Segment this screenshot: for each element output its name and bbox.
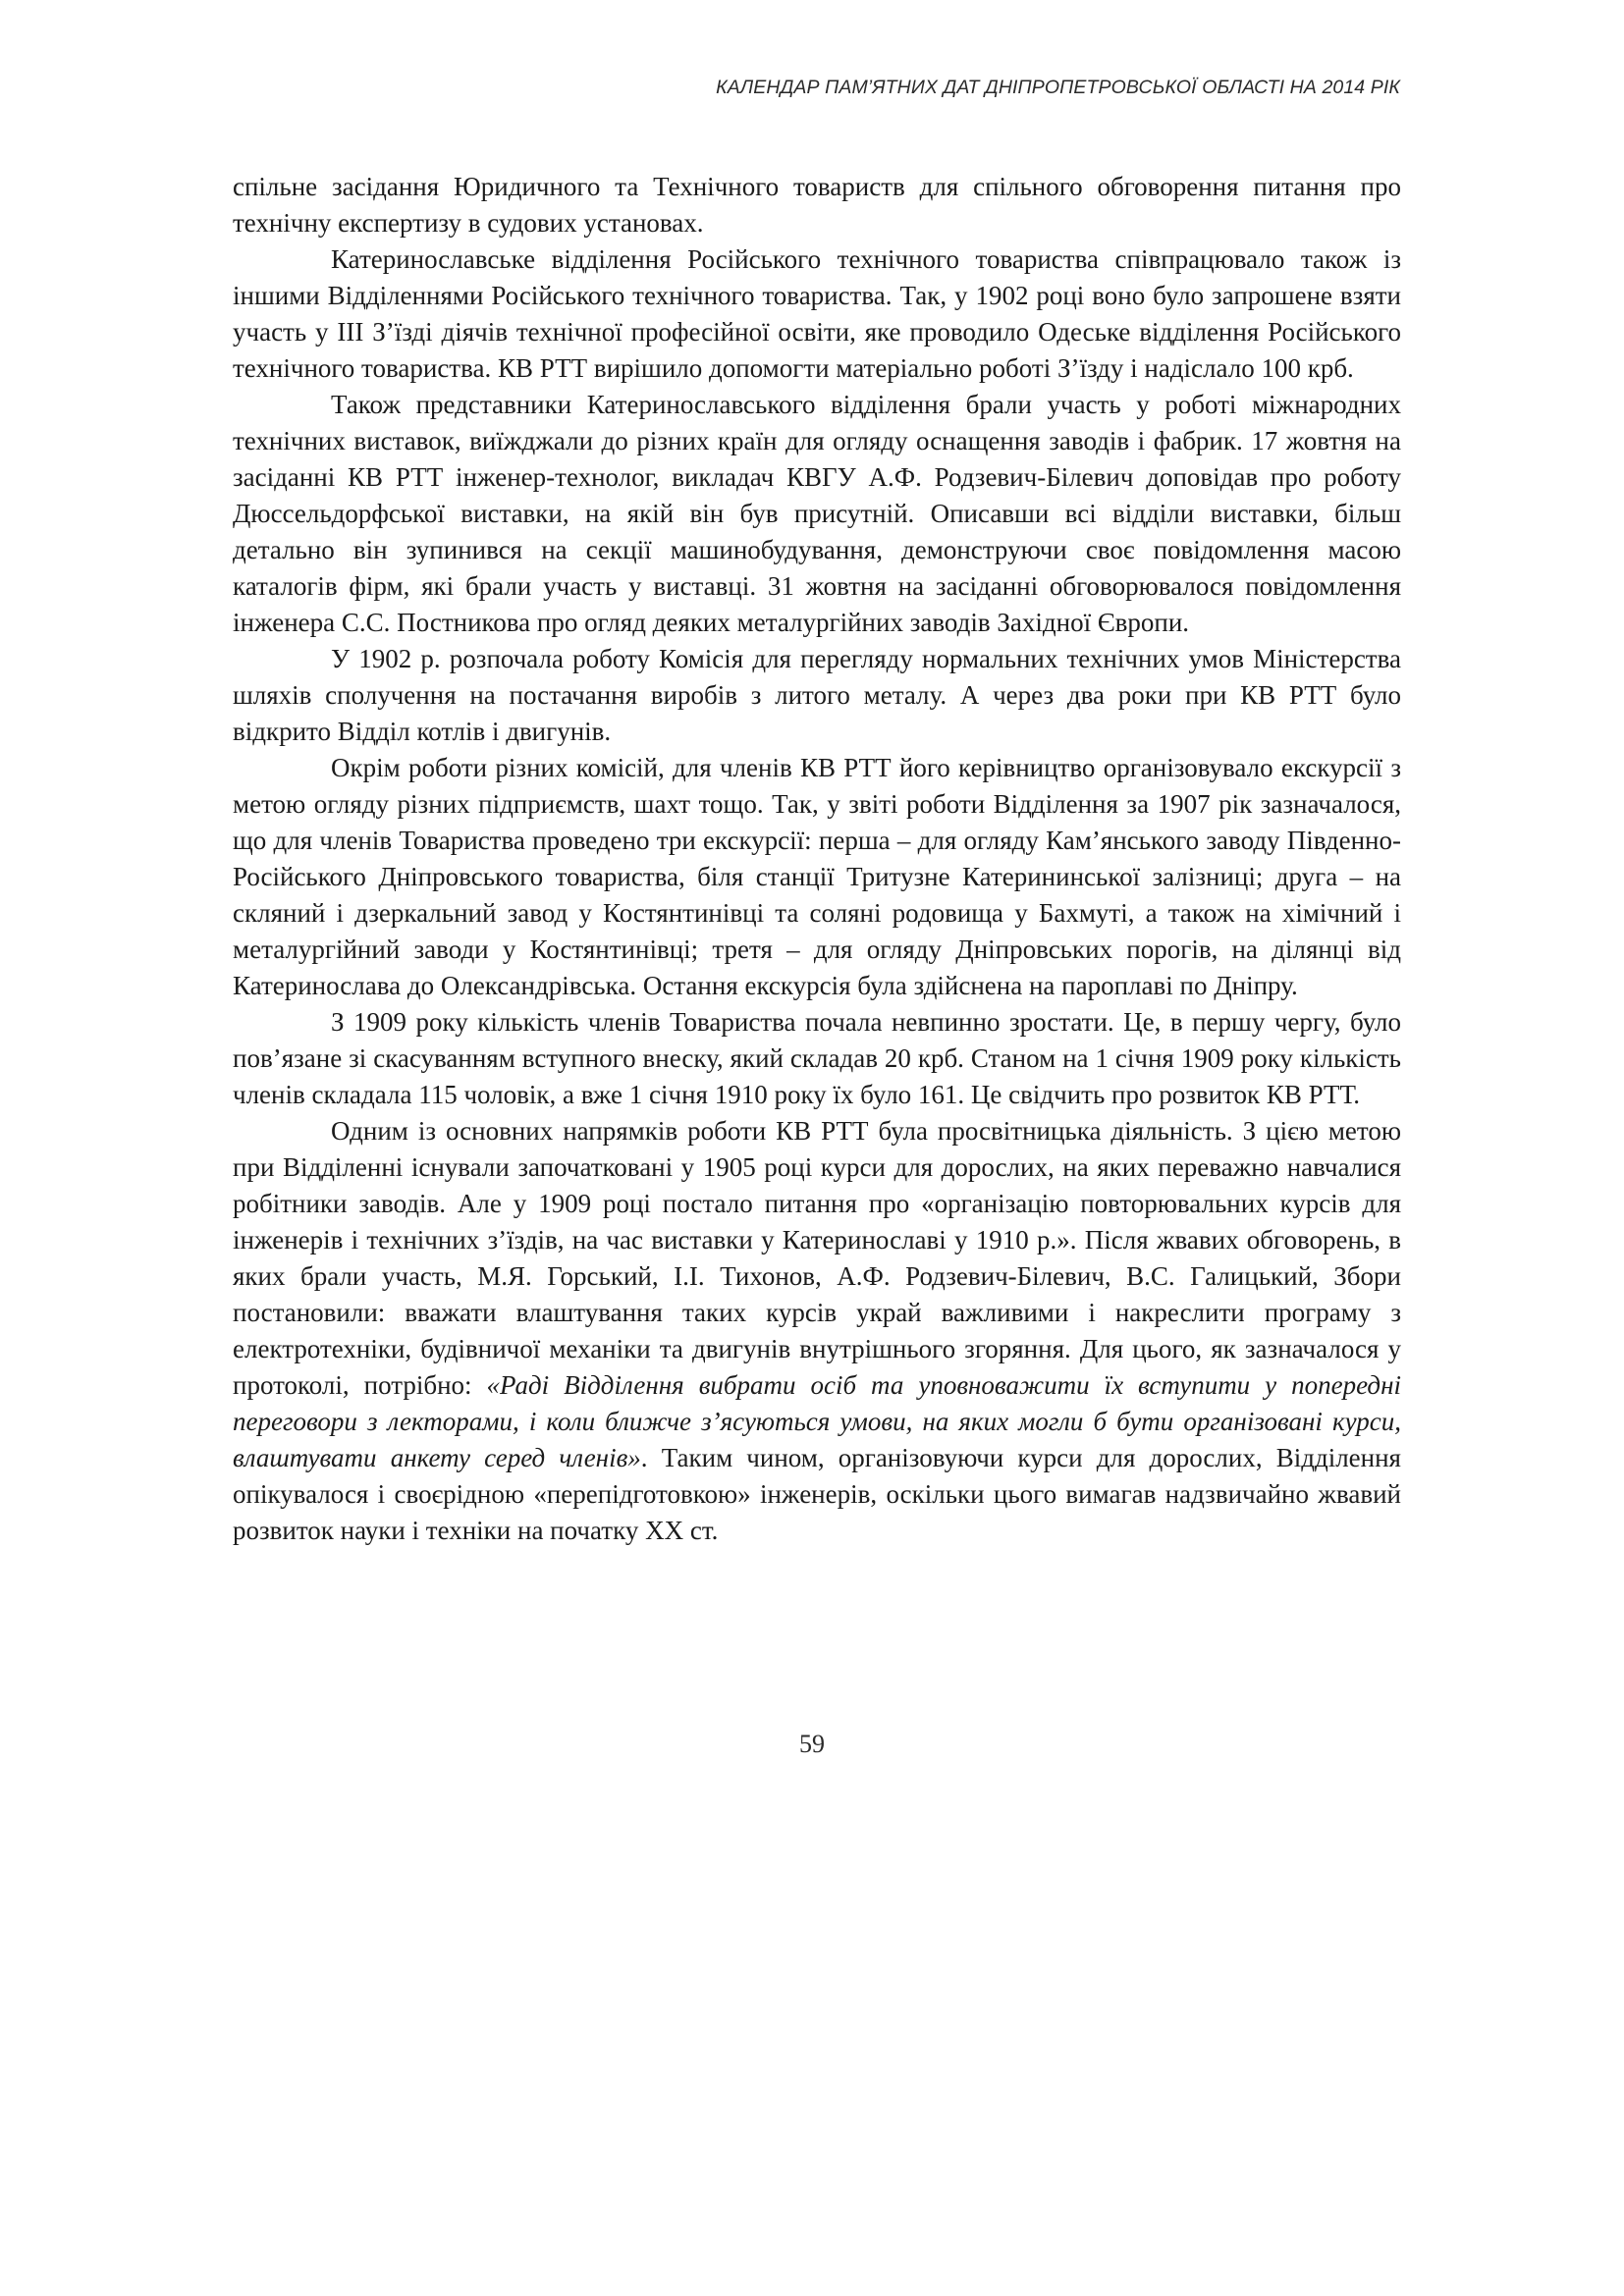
paragraph-cooperation: Катеринославське відділення Російського технічного товариства співпрацювало також із іншими Відділеннями Російського технічного товариства. Так, у 1902 році воно було запрошене взяти участь у ІІІ З’їзді діячів технічної професійної освіти, яке проводило Одеське відділення Російського технічного товариства. КВ РТТ вирішило допомогти матеріально роботі З’їзду і надіслало 100 крб. [233,244,1401,383]
running-header: КАЛЕНДАР ПАМ’ЯТНИХ ДАТ ДНІПРОПЕТРОВСЬКОЇ ОБЛАСТІ НА 2014 РІК [716,77,1400,98]
paragraph-commission: У 1902 р. розпочала роботу Комісія для перегляду нормальних технічних умов Міністерства шляхів сполучення на постачання виробів з литого металу. А через два роки при КВ РТТ було відкрито Відділ котлів і двигунів. [233,644,1401,746]
paragraph-excursions: Окрім роботи різних комісій, для членів КВ РТТ його керівництво організовувало екскурсії з метою огляду різних підприємств, шахт тощо. Так, у звіті роботи Відділення за 1907 рік зазначалося, що для членів Товариства проведено три екскурсії: перша – для огляду Кам’янського заводу Південно-Російського Дніпровського товариства, біля станції Тритузне Катерининської залізниці; друга – на скляний і дзеркальний завод у Костянтинівці та соляні родовища у Бахмуті, а також на хімічний і металургійний заводи у Костянтинівці; третя – для огляду Дніпровських порогів, на ділянці від Катеринослава до Олександрівська. Остання екскурсія була здійснена на пароплаві по Дніпру. [233,753,1401,1000]
paragraph-exhibitions: Також представники Катеринославського відділення брали участь у роботі міжнародних технічних виставок, виїжджали до різних країн для огляду оснащення заводів і фабрик. 17 жовтня на засіданні КВ РТТ інженер-технолог, викладач КВГУ А.Ф. Родзевич-Білевич доповідав про роботу Дюссельдорфської виставки, на якій він був присутній. Описавши всі відділи виставки, більш детально він зупинився на секції машинобудування, демонструючи своє повідомлення масою каталогів фірм, які брали участь у виставці. 31 жовтня на засіданні обговорювалося повідомлення інженера С.С. Постникова про огляд деяких металургійних заводів Західної Європи. [233,390,1401,637]
education-text-start: Одним із основних напрямків роботи КВ РТТ була просвітницька діяльність. З цією метою при Відділенні існували започатковані у 1905 році курси для дорослих, на яких переважно навчалися робітники заводів. Але у 1909 році постало питання про «організацію повторювальних курсів для інженерів і технічних з’їздів, на час виставки у Катеринославі у 1910 р.». Після жвавих обговорень, в яких брали участь, М.Я. Горський, І.І. Тихонов, А.Ф. Родзевич-Білевич, В.С. Галицький, Збори постановили: вважати влаштування таких курсів украй важливими і накреслити програму з електротехніки, будівничої механіки та двигунів внутрішнього згоряння. Для цього, як зазначалося у протоколі, потрібно: [233,1116,1401,1400]
education-text-end: . Таким чином, організовуючи курси для дорослих, Відділення опікувалося і своєрідною «перепідготовкою» інженерів, оскільки цього вимагав надзвичайно жвавий розвиток науки і техніки на початку ХХ ст. [233,1443,1401,1545]
page-body [233,169,1401,1549]
paragraph-education [233,1113,1401,1549]
paragraph-membership: З 1909 року кількість членів Товариства почала невпинно зростати. Це, в першу чергу, було пов’язане зі скасуванням вступного внеску, який складав 20 крб. Станом на 1 січня 1909 року кількість членів складала 115 чоловік, а вже 1 січня 1910 року їх було 161. Це свідчить про розвиток КВ РТТ. [233,1007,1401,1109]
paragraph-continuation: спільне засідання Юридичного та Технічного товариств для спільного обговорення питання про технічну експертизу в судових установах. [233,172,1401,238]
protocol-quote: «Раді Відділення вибрати осіб та уповноважити їх вступити у попередні переговори з лекторами, і коли ближче з’ясуються умови, на яких могли б бути організовані курси, влаштувати анкету серед членів» [233,1370,1401,1472]
page-number: 59 [799,1730,825,1758]
